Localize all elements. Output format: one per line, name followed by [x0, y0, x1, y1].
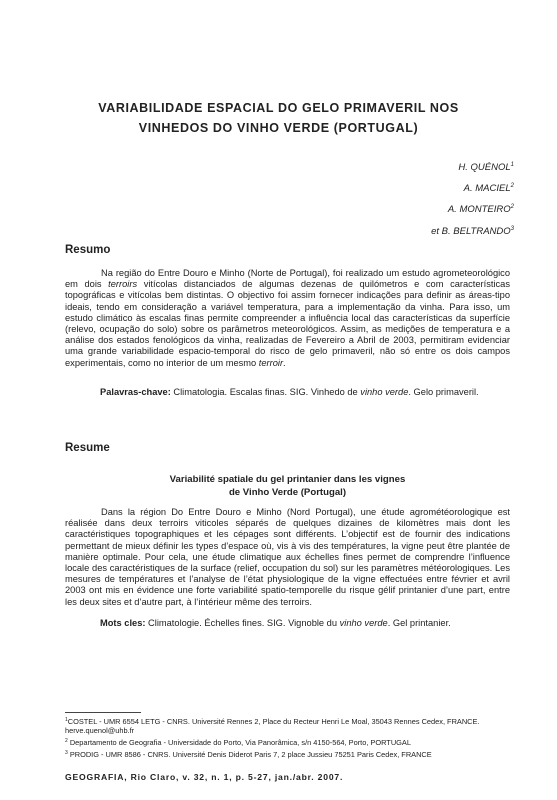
resume-subtitle: Variabilité spatiale du gel printanier dans les vignes de Vinho Verde (Portugal)	[169, 474, 406, 498]
resumo-paragraph: Na região do Entre Douro e Minho (Norte de Portugal), foi realizado um estudo agrometeorológico em dois terroirs vitícolas distanciados de algumas dezenas de quilómetros e com características topográficas e vitícolas bem distintas. O objectivo foi assim fornecer indicações para definir as áreas-tipo ideais, tendo em consideração a variável temperatura, para a implementação da vinha. Para isso, um estudo climático às escalas finas permite compreender a influência local das características da superfície (relevo, ocupação do solo) sobre os parâmetros meteorológicos. Assim, as medições de temperatura e a análise dos estados fenológicos da vinha, realizadas de Fevereiro a Abril de 2003, permitiram evidenciar uma grande variabilidade espacio-temporal do risco de gelo primaveril, não só entre os dois campos experimentais, como no interior de um mesmo terroir.	[65, 268, 510, 368]
author-3: A. MONTEIRO$^2$	[447, 204, 514, 216]
resume-paragraph: Dans la région Do Entre Douro e Minho (Nord Portugal), une étude agrométéorologique est réalisée dans deux terroirs viticoles séparés de quelques dizaines de kilomètres mais dont les caractéristiques topographiques et les cépages sont différents. L’objectif est de fournir des indications permettant de mieux définir les types d’espace où, vis à vis des températures, la vigne peut être plantée de manière optimale. Pour cela, une étude climatique aux échelles fines permet de comprendre l’influence locale des caractéristiques de la surface (relief, occupation du sol) sur les paramètres météorologiques. Les mesures de températures et l’analyse de l’état physiologique de la vigne effectuées entre février et avril 2003 ont mis en évidence une forte variabilité spatio-temporelle du risque gélif printanier d’une part, entre les deux sites et d’autre part, à l’intérieur même des terroirs.	[65, 507, 510, 607]
resume-heading: Resume	[65, 442, 110, 454]
footnote-2: $^2$ Departamento de Geografia - Universidade do Porto, Via Panorâmica, s/n 4150-564, Porto, PORTUGAL	[65, 738, 411, 747]
author-2: A. MACIEL$^2$	[463, 183, 514, 195]
journal-footer: GEOGRAFIA, Rio Claro, v. 32, n. 1, p. 5-27, jan./abr. 2007.	[65, 772, 344, 782]
author-4: et B. BELTRANDO$^3$	[431, 225, 514, 237]
mots-cles-label: Mots cles:	[100, 618, 146, 628]
resume-keywords: Mots cles: Climatologie. Échelles fines. SIG. Vignoble du vinho verde. Gel printanier.	[100, 618, 451, 628]
resumo-heading: Resumo	[65, 244, 111, 256]
keywords-label: Palavras-chave:	[100, 387, 171, 397]
footnote-rule	[65, 712, 141, 713]
paper-title	[60, 98, 497, 138]
footnote-1: $^1$COSTEL - UMR 6554 LETG - CNRS. Université Rennes 2, Place du Recteur Henri Le Moal, 35043 Rennes Cedex, FRANCE. herve.quenol@uhb.fr	[65, 717, 480, 736]
footnote-3: $^3$ PRODIG - UMR 8586 - CNRS. Université Denis Diderot Paris 7, 2 place Jussieu 75251 Paris Cedex, FRANCE	[65, 750, 432, 759]
resumo-keywords: Palavras-chave: Climatologia. Escalas finas. SIG. Vinhedo de vinho verde. Gelo primaveril.	[100, 387, 479, 397]
author-list	[431, 156, 514, 241]
title-line-2: VINHEDOS DO VINHO VERDE (PORTUGAL)	[138, 121, 419, 135]
author-1: H. QUÉNOL$^1$	[458, 162, 514, 173]
title-line-1: VARIABILIDADE ESPACIAL DO GELO PRIMAVERIL NOS	[98, 101, 459, 115]
